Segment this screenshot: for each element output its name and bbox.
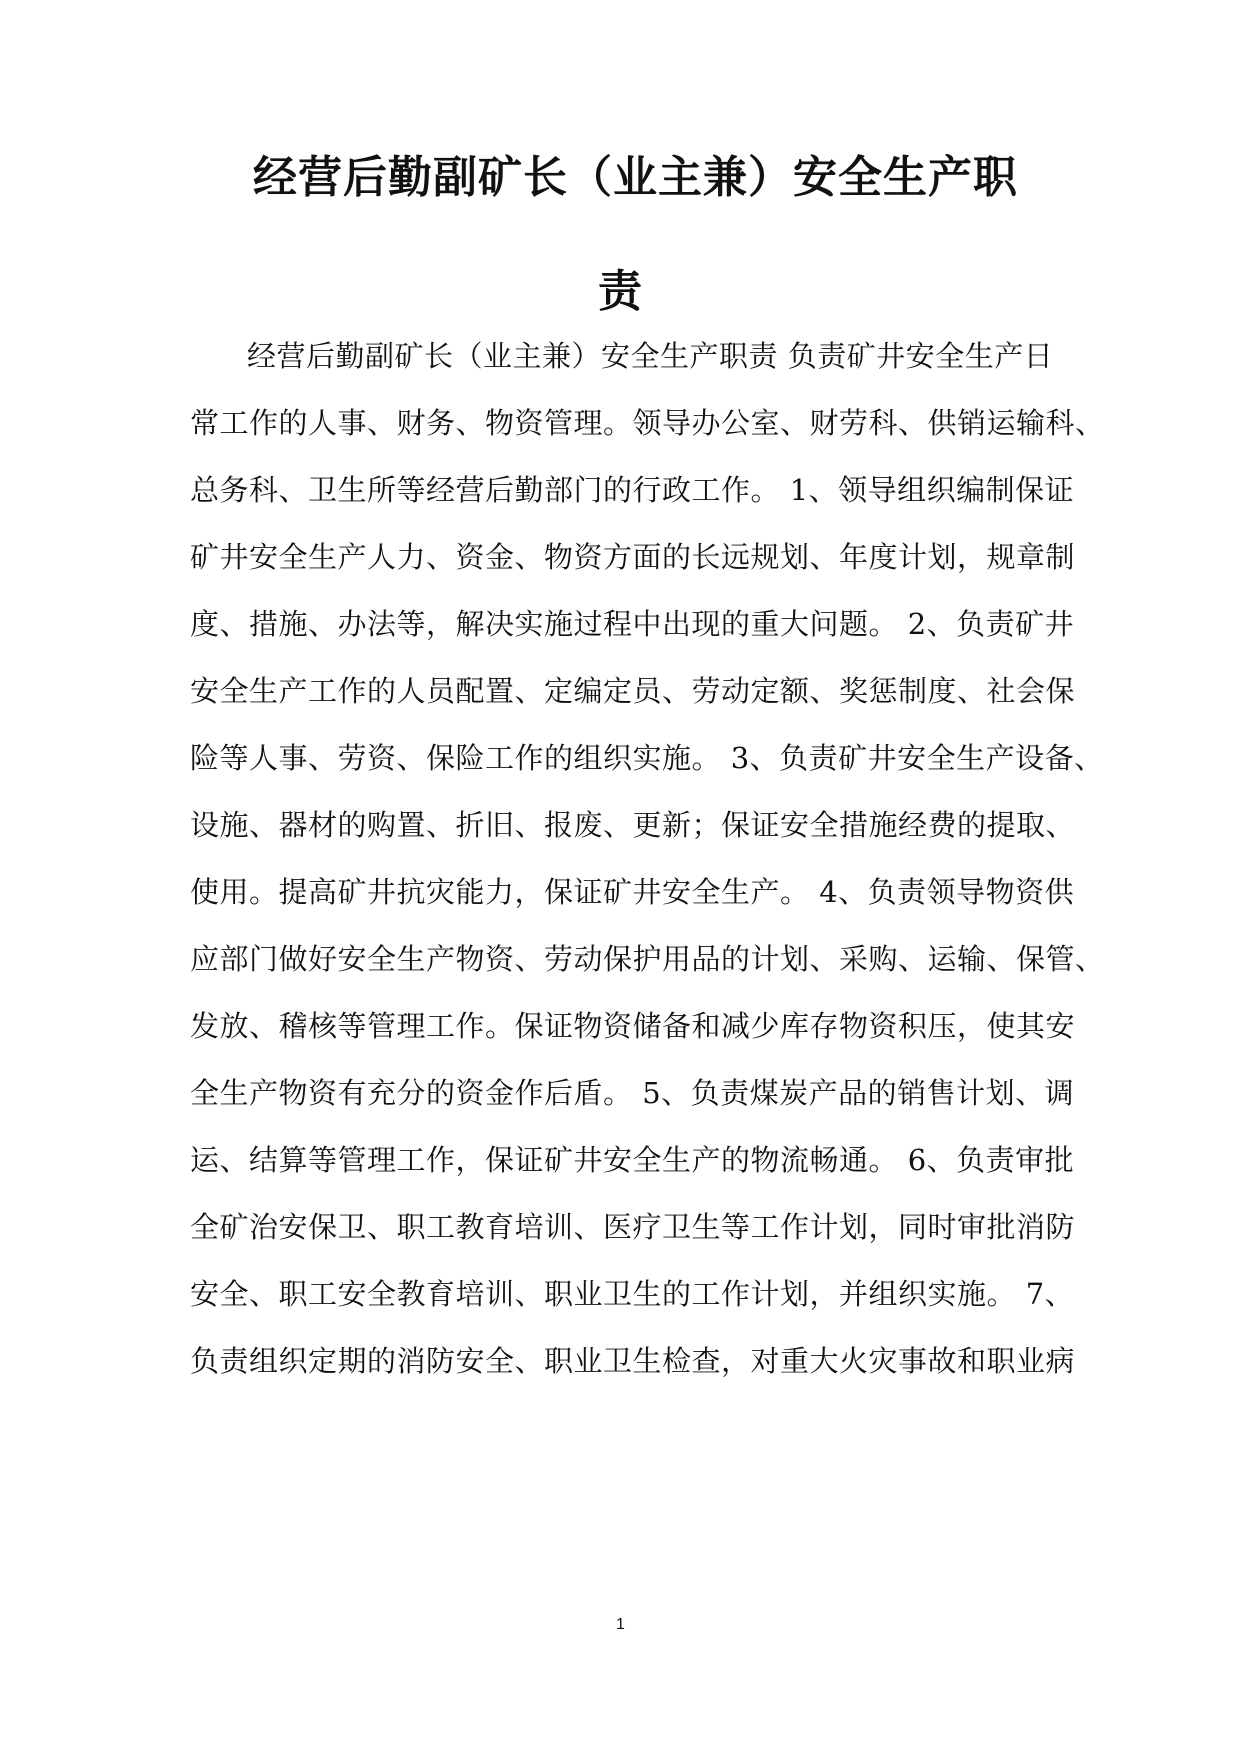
body-line: 经营后勤副矿长（业主兼）安全生产职责 负责矿井安全生产日: [247, 339, 1054, 373]
body-line: 全矿治安保卫、职工教育培训、医疗卫生等工作计划，同时审批消防: [190, 1210, 1076, 1244]
body-line: 负责组织定期的消防安全、职业卫生检查，对重大火灾事故和职业病: [190, 1344, 1076, 1378]
body-line: 应部门做好安全生产物资、劳动保护用品的计划、采购、运输、保管、: [190, 942, 1105, 976]
document-title-line-1: 经营后勤副矿长（业主兼）安全生产职: [253, 152, 1018, 203]
body-line: 险等人事、劳资、保险工作的组织实施。 3、负责矿井安全生产设备、: [190, 741, 1104, 775]
body-line: 全生产物资有充分的资金作后盾。 5、负责煤炭产品的销售计划、调: [190, 1076, 1075, 1110]
body-line: 总务科、卫生所等经营后勤部门的行政工作。 1、领导组织编制保证: [190, 473, 1075, 507]
body-line: 矿井安全生产人力、资金、物资方面的长远规划、年度计划，规章制: [190, 540, 1076, 574]
body-line: 发放、稽核等管理工作。保证物资储备和减少库存物资积压，使其安: [190, 1009, 1076, 1043]
document-title-line-2: 责: [598, 266, 643, 317]
page-number: 1: [616, 1616, 625, 1633]
body-line: 常工作的人事、财务、物资管理。领导办公室、财劳科、供销运输科、: [190, 406, 1105, 440]
body-line: 度、措施、办法等，解决实施过程中出现的重大问题。 2、负责矿井: [190, 607, 1075, 641]
body-line: 使用。提高矿井抗灾能力，保证矿井安全生产。 4、负责领导物资供: [190, 875, 1075, 909]
body-line: 设施、器材的购置、折旧、报废、更新；保证安全措施经费的提取、: [190, 808, 1076, 842]
body-line: 安全生产工作的人员配置、定编定员、劳动定额、奖惩制度、社会保: [190, 674, 1076, 708]
body-line: 运、结算等管理工作，保证矿井安全生产的物流畅通。 6、负责审批: [190, 1143, 1075, 1177]
body-line: 安全、职工安全教育培训、职业卫生的工作计划，并组织实施。 7、: [190, 1277, 1075, 1311]
